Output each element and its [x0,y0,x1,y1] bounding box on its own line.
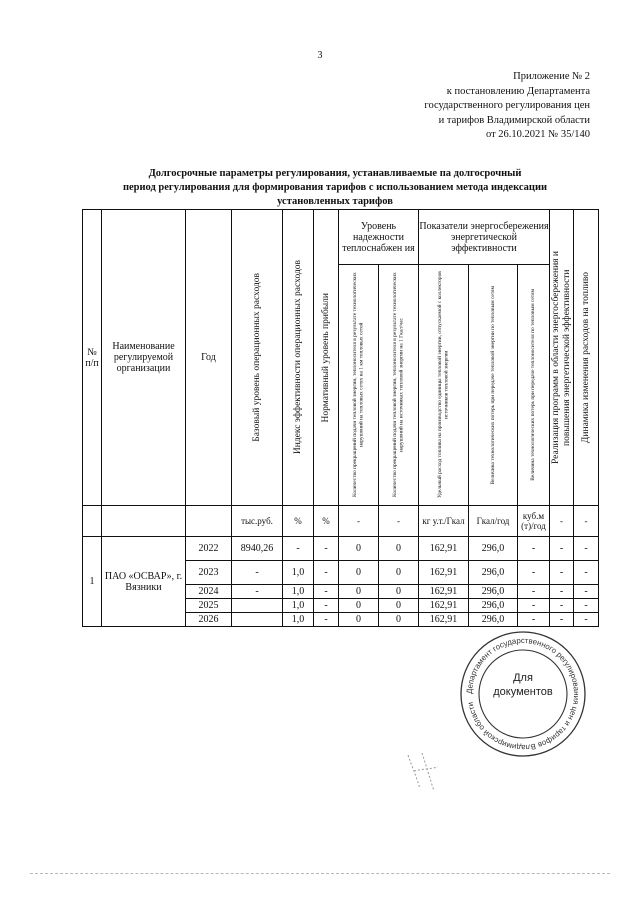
cell-rel2: 0 [379,561,419,585]
header-energy-group: Показатели энергосбережения энергетической эффективности [419,210,550,265]
stamp-label [478,671,568,699]
appendix-line: от 26.10.2021 № 35/140 [485,129,590,140]
page-number: 3 [317,50,323,61]
cell-profit: - [314,613,339,627]
title-line: установленных тарифов [277,196,393,207]
cell-index: - [283,537,314,561]
cell-rel2: 0 [379,585,419,599]
cell-index: 1,0 [283,585,314,599]
cell-base [232,599,283,613]
org-number: 1 [83,537,102,627]
title-line: Долгосрочные параметры регулирования, устанавливаемые па долгосрочный [148,168,522,179]
appendix-line: к постановлению Департамента [446,85,590,97]
cell-en2: 296,0 [469,613,518,627]
cell-year: 2023 [186,561,232,585]
stamp-label-line: Для [513,672,533,684]
cell-dynamics: - [574,613,599,627]
header-profit-level: Нормативный уровень прибыли [320,292,331,423]
cell-en2: 296,0 [469,561,518,585]
header-reliability-sources: Количество прекращений подачи тепловой энергии, теплоносителя в результате технологических нарушений на источниках тепловой энергии на 1 Гкал/час [392,272,405,498]
stamp-ring-text: Департамент государственного регулирования цен и тарифов Владимирской области [464,635,582,753]
cell-dynamics: - [574,599,599,613]
cell-en3: - [518,599,550,613]
cell-base: - [232,561,283,585]
cell-en2: 296,0 [469,585,518,599]
header-reliability-group: Уровень надежности теплоснабжен ия [339,210,419,265]
cell-en2: 296,0 [469,537,518,561]
cell-profit: - [314,537,339,561]
cell-en1: 162,91 [419,599,469,613]
cell-programs: - [550,613,574,627]
header-carrier-losses: Величина технологических потерь при передаче теплоносителя по тепловым сетям [530,289,537,481]
table-row [83,537,599,561]
cell-profit: - [314,585,339,599]
header-energy-programs: Реализация программ в области энергосбережения и повышения энергетической эффективности [550,251,572,464]
cell-programs: - [550,537,574,561]
appendix-line: Приложение № 2 [513,71,590,82]
cell-en1: 162,91 [419,537,469,561]
cell-year: 2024 [186,585,232,599]
unit-cell: % [283,506,314,537]
cell-programs: - [550,561,574,585]
org-name: ПАО «ОСВАР», г. Вязники [102,537,186,627]
cell-rel2: 0 [379,537,419,561]
unit-cell: - [379,506,419,537]
header-year: Год [186,210,232,506]
cell-base: 8940,26 [232,537,283,561]
cell-year: 2026 [186,613,232,627]
header-heat-losses: Величина технологических потерь при передаче тепловой энергии по тепловым сетям [489,285,496,485]
cell-rel2: 0 [379,599,419,613]
cell-en3: - [518,561,550,585]
cell-profit: - [314,599,339,613]
title-line: период регулирования для формирования тарифов с использованием метода индексации [122,182,548,193]
unit-cell: % [314,506,339,537]
appendix-line: и тарифов Владимирской области [438,114,590,126]
appendix-header [370,70,590,143]
header-fuel-consumption: Удельный расход топлива на производство единицы тепловой энергии, отпускаемой с коллекторов источников тепловой энергии [437,271,450,499]
cell-base: - [232,585,283,599]
header-reliability-networks: Количество прекращений подачи тепловой энергии, теплоносителя в результате технологических нарушений на тепловых сетях на 1 км тепловых сетей [352,272,365,498]
header-num: № п/п [83,210,102,506]
header-base-opex: Базовый уровень операционных расходов [251,273,262,442]
signature-mark [400,745,450,800]
cell-en3: - [518,613,550,627]
cell-index: 1,0 [283,599,314,613]
cell-rel1: 0 [339,613,379,627]
cell-en3: - [518,585,550,599]
cell-index: 1,0 [283,561,314,585]
cell-rel1: 0 [339,599,379,613]
document-title [70,167,600,209]
cell-index: 1,0 [283,613,314,627]
cell-en3: - [518,537,550,561]
unit-cell: - [550,506,574,537]
cell-dynamics: - [574,585,599,599]
unit-cell: тыс.руб. [232,506,283,537]
header-fuel-dynamics: Динамика изменения расходов на топливо [580,271,591,444]
unit-cell: - [574,506,599,537]
cell-base [232,613,283,627]
cell-year: 2022 [186,537,232,561]
unit-cell: Гкал/год [469,506,518,537]
scan-artifact-line [30,873,610,874]
unit-cell: кг у.т./Гкал [419,506,469,537]
cell-profit: - [314,561,339,585]
cell-en1: 162,91 [419,613,469,627]
parameters-table [82,209,599,627]
appendix-line: государственного регулирования цен [424,100,590,111]
cell-year: 2025 [186,599,232,613]
header-efficiency-index: Индекс эффективности операционных расходов [292,260,303,455]
cell-en2: 296,0 [469,599,518,613]
cell-en1: 162,91 [419,585,469,599]
unit-cell: куб.м (т)/год [518,506,550,537]
cell-programs: - [550,585,574,599]
cell-programs: - [550,599,574,613]
cell-dynamics: - [574,561,599,585]
cell-rel1: 0 [339,537,379,561]
header-org-name: Наименование регулируемой организации [102,210,186,506]
unit-cell: - [339,506,379,537]
cell-rel2: 0 [379,613,419,627]
cell-en1: 162,91 [419,561,469,585]
units-row [83,506,599,537]
cell-dynamics: - [574,537,599,561]
cell-rel1: 0 [339,561,379,585]
stamp-label-line: документов [493,686,553,698]
cell-rel1: 0 [339,585,379,599]
